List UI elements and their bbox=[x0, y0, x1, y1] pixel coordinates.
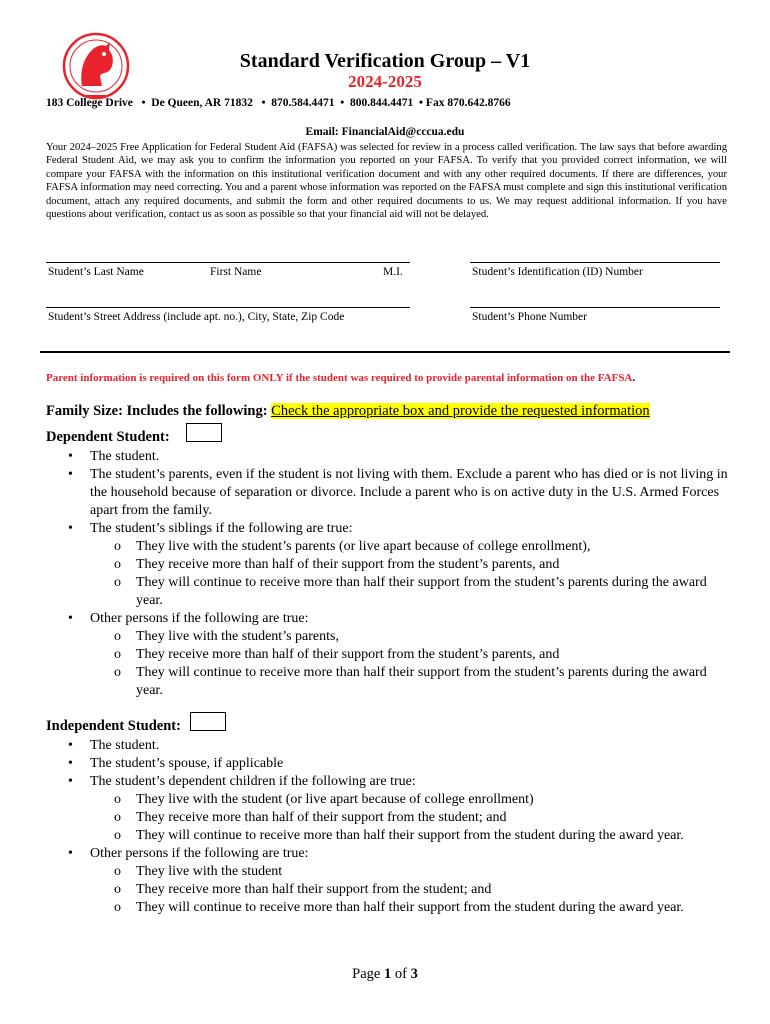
sub-bullet: o bbox=[114, 864, 121, 879]
award-year: 2024-2025 bbox=[348, 72, 422, 91]
bullet: • bbox=[68, 611, 73, 626]
parent-notice-text: Parent information is required on this form ONLY if the student was required to provide parental information on the FAFSA bbox=[46, 372, 633, 384]
independent-list bbox=[46, 737, 736, 917]
total-pages: 3 bbox=[410, 966, 418, 982]
bullet: • bbox=[68, 738, 73, 753]
address-label: Student’s Street Address (include apt. no.), City, State, Zip Code bbox=[48, 311, 345, 323]
item-text: Other persons if the following are true: bbox=[90, 611, 309, 626]
item-text: They live with the student (or live apart because of college enrollment) bbox=[136, 792, 534, 807]
item-text: The student’s spouse, if applicable bbox=[90, 756, 284, 771]
list-item bbox=[46, 466, 736, 520]
current-page: 1 bbox=[383, 966, 392, 982]
student-id-label: Student’s Identification (ID) Number bbox=[472, 266, 643, 278]
last-name-label: Student’s Last Name bbox=[48, 266, 144, 278]
sub-bullet: o bbox=[114, 557, 121, 572]
contact-email: Email: FinancialAid@cccua.edu bbox=[305, 126, 465, 138]
item-text: They receive more than half of their support from the student; and bbox=[136, 810, 507, 825]
list-item bbox=[46, 755, 736, 773]
sub-list-item bbox=[46, 538, 736, 556]
item-text: They will continue to receive more than half their support from the student’s parents during the award year. bbox=[136, 665, 707, 698]
sub-list-item bbox=[46, 863, 736, 881]
sub-list-item bbox=[46, 628, 736, 646]
list-item bbox=[46, 610, 736, 628]
section-divider bbox=[40, 351, 730, 353]
sub-list-item bbox=[46, 899, 736, 917]
sub-list-item bbox=[46, 664, 736, 700]
bullet: • bbox=[68, 756, 73, 771]
mi-label: M.I. bbox=[383, 266, 403, 278]
item-text: They receive more than half of their support from the student’s parents, and bbox=[136, 557, 560, 572]
item-text: They live with the student’s parents (or live apart because of college enrollment), bbox=[136, 539, 591, 554]
family-size-label: Family Size: Includes the following: bbox=[46, 403, 268, 419]
bullet: • bbox=[68, 521, 73, 536]
address-line[interactable] bbox=[46, 307, 410, 308]
item-text: They receive more than half of their support from the student’s parents, and bbox=[136, 647, 560, 662]
bullet: • bbox=[68, 467, 73, 482]
sub-list-item bbox=[46, 574, 736, 610]
college-address: 183 College Drive • De Queen, AR 71832 • 870.584.4471 • 800.844.4471 • Fax 870.642.8766 bbox=[46, 97, 511, 109]
student-id-line[interactable] bbox=[470, 262, 720, 263]
phone-label: Student’s Phone Number bbox=[472, 311, 587, 323]
family-size-instruction: Check the appropriate box and provide the requested information bbox=[271, 403, 650, 419]
page-number bbox=[0, 966, 770, 983]
first-name-label: First Name bbox=[210, 266, 262, 278]
family-size-line bbox=[46, 403, 650, 420]
item-text: They will continue to receive more than half their support from the student’s parents during the award year. bbox=[136, 575, 707, 608]
list-item bbox=[46, 773, 736, 791]
item-text: They receive more than half their support from the student; and bbox=[136, 882, 492, 897]
sub-list-item bbox=[46, 809, 736, 827]
independent-checkbox[interactable] bbox=[190, 712, 226, 731]
last-name-line[interactable] bbox=[46, 262, 410, 263]
phone-line[interactable] bbox=[470, 307, 720, 308]
sub-list-item bbox=[46, 827, 736, 845]
sub-list-item bbox=[46, 791, 736, 809]
sub-list-item bbox=[46, 646, 736, 664]
bullet: • bbox=[68, 449, 73, 464]
dependent-list bbox=[46, 448, 736, 700]
item-text: The student’s dependent children if the following are true: bbox=[90, 774, 416, 789]
sub-list-item bbox=[46, 881, 736, 899]
item-text: The student. bbox=[90, 738, 160, 753]
page-of: of bbox=[391, 966, 411, 982]
item-text: The student’s siblings if the following are true: bbox=[90, 521, 353, 536]
sub-bullet: o bbox=[114, 882, 121, 897]
sub-bullet: o bbox=[114, 810, 121, 825]
item-text: They will continue to receive more than half their support from the student during the award year. bbox=[136, 900, 684, 915]
list-item bbox=[46, 845, 736, 863]
sub-list-item bbox=[46, 556, 736, 574]
parent-notice bbox=[46, 372, 635, 384]
sub-bullet: o bbox=[114, 665, 121, 680]
sub-bullet: o bbox=[114, 539, 121, 554]
list-item bbox=[46, 737, 736, 755]
list-item bbox=[46, 520, 736, 538]
dependent-student-heading: Dependent Student: bbox=[46, 429, 170, 445]
item-text: They will continue to receive more than half their support from the student during the award year. bbox=[136, 828, 684, 843]
item-text: They live with the student’s parents, bbox=[136, 629, 339, 644]
bullet: • bbox=[68, 846, 73, 861]
item-text: The student. bbox=[90, 449, 160, 464]
list-item bbox=[46, 448, 736, 466]
sub-bullet: o bbox=[114, 629, 121, 644]
sub-bullet: o bbox=[114, 792, 121, 807]
intro-paragraph: Your 2024–2025 Free Application for Federal Student Aid (FAFSA) was selected for review in a process called verification. The law says that before awarding Federal Student Aid, we may ask you to confirm the information you reported on your FAFSA. To verify that you provided correct information, we will compare your FAFSA with the information on this institutional verification document and with any other required documents. If there are differences, your FAFSA information may need correcting. You and a parent whose information was reported on the FAFSA must complete and sign this institutional verification document, attach any required documents, and submit the form and other required documents to us. We may request additional information. If you have questions about verification, contact us as soon as possible so that your financial aid will not be delayed. bbox=[46, 142, 727, 221]
page-prefix: Page bbox=[352, 966, 384, 982]
item-text: Other persons if the following are true: bbox=[90, 846, 309, 861]
sub-bullet: o bbox=[114, 575, 121, 590]
item-text: They live with the student bbox=[136, 864, 283, 879]
dependent-checkbox[interactable] bbox=[186, 423, 222, 442]
sub-bullet: o bbox=[114, 647, 121, 662]
independent-student-heading: Independent Student: bbox=[46, 718, 181, 734]
parent-notice-period: . bbox=[632, 372, 636, 384]
sub-bullet: o bbox=[114, 900, 121, 915]
page-title: Standard Verification Group – V1 bbox=[239, 50, 531, 72]
sub-bullet: o bbox=[114, 828, 121, 843]
item-text: The student’s parents, even if the student is not living with them. Exclude a parent who has died or is not living in the household because of separation or divorce. Include a parent who is on active duty in the U.S. Armed Forces apart from the family. bbox=[90, 467, 728, 518]
bullet: • bbox=[68, 774, 73, 789]
